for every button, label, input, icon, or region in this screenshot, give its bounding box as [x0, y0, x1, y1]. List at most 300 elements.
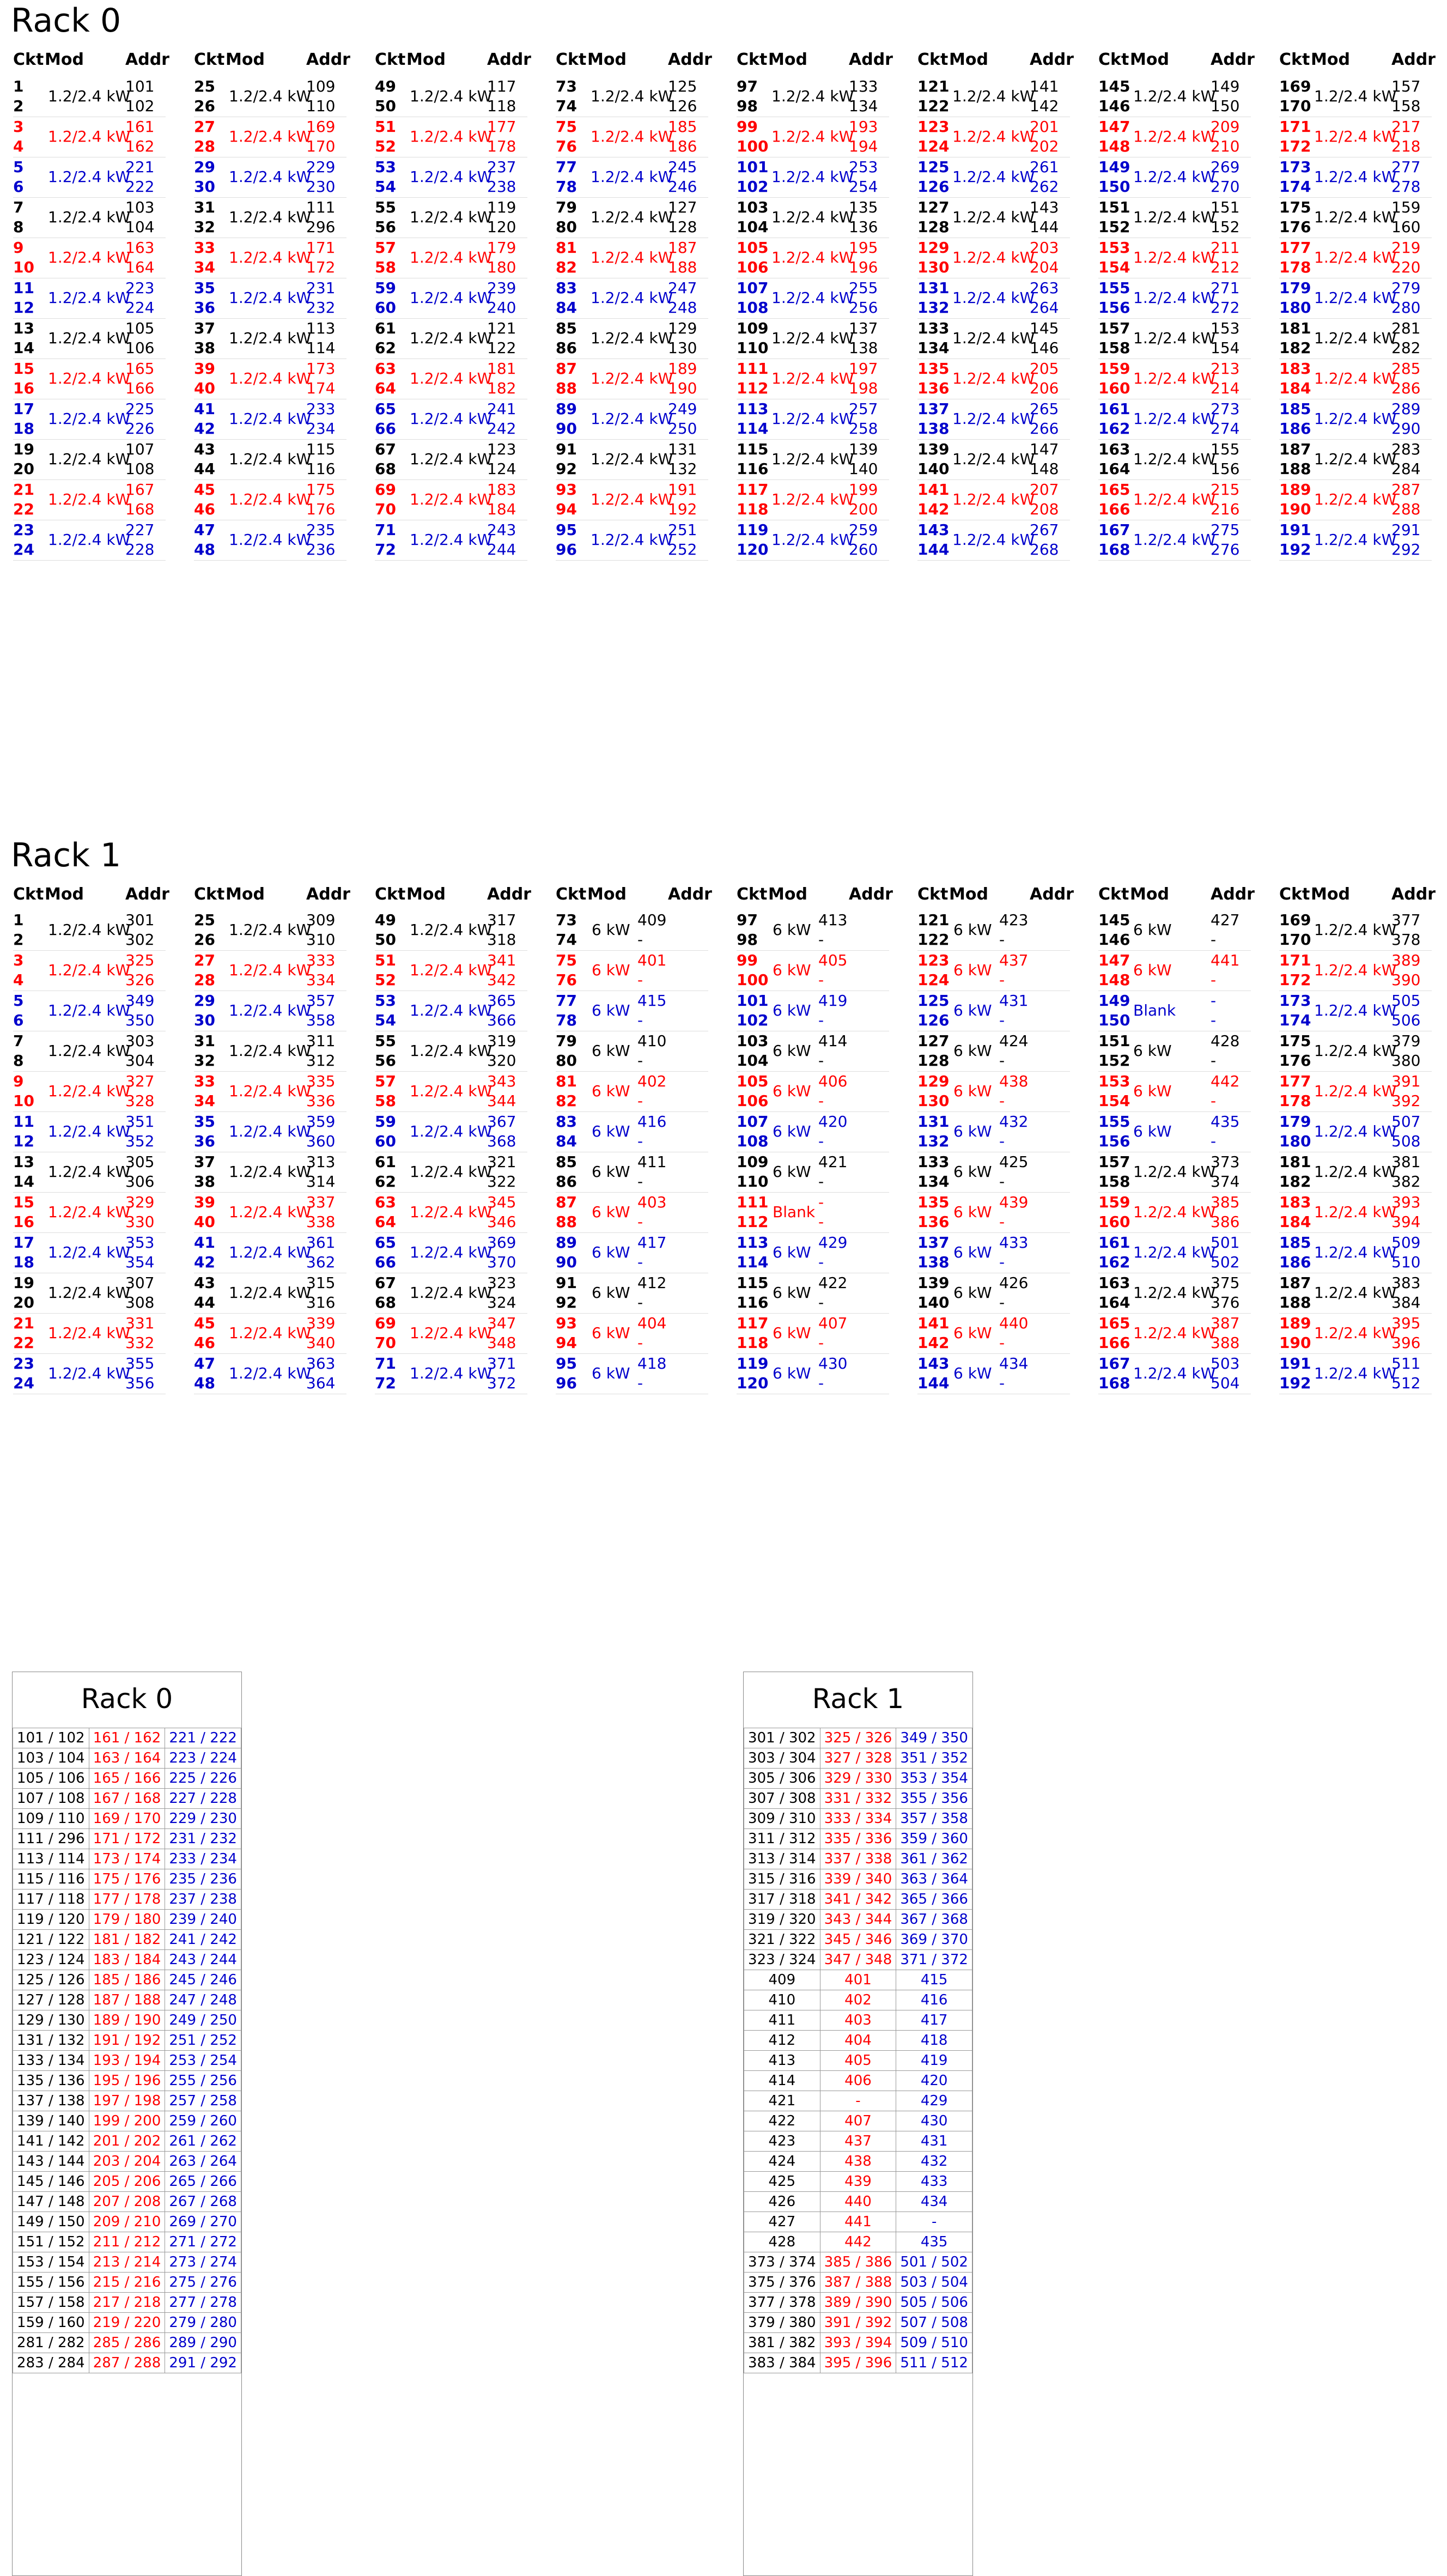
module-rating: 1.2/2.4 kW [229, 1001, 312, 1019]
circuit-number: 90 [556, 1253, 577, 1271]
circuit-number: 74 [556, 931, 577, 949]
address: - [637, 1052, 643, 1070]
address: 125 [668, 77, 697, 95]
address: - [999, 1132, 1005, 1150]
address: 383 [1391, 1274, 1421, 1292]
circuit-number: 32 [194, 1052, 215, 1070]
circuit-pair-row [194, 117, 346, 157]
address: 347 [487, 1314, 516, 1332]
circuit-number: 144 [917, 1374, 950, 1392]
address: 320 [487, 1052, 516, 1070]
address: 372 [487, 1374, 516, 1392]
circuit-number: 95 [556, 1354, 577, 1372]
address: 380 [1391, 1052, 1421, 1070]
circuit-pair-row [556, 991, 708, 1031]
address: 386 [1211, 1213, 1240, 1231]
circuit-number: 23 [13, 1354, 34, 1372]
circuit-number: 21 [13, 1314, 34, 1332]
address: - [999, 1374, 1005, 1392]
module-rating: 1.2/2.4 kW [952, 490, 1035, 508]
summary-cell: 223 / 224 [165, 1748, 241, 1769]
circuit-pair-row [737, 950, 889, 991]
module-rating: 1.2/2.4 kW [591, 248, 673, 266]
circuit-number: 116 [737, 460, 769, 478]
summary-row [744, 1869, 972, 1890]
circuit-pair-row [556, 1232, 708, 1273]
circuit-pair-row [917, 1152, 1070, 1193]
summary-row [13, 2212, 241, 2232]
summary-cell: 123 / 124 [13, 1950, 89, 1970]
address: 115 [306, 440, 336, 458]
summary-row [744, 1910, 972, 1930]
address: - [999, 1052, 1005, 1070]
summary-cell: 391 / 392 [820, 2313, 896, 2333]
circuit-number: 94 [556, 1334, 577, 1352]
circuit-number: 33 [194, 1072, 215, 1090]
circuit-number: 184 [1279, 379, 1311, 397]
circuit-number: 179 [1279, 279, 1311, 297]
circuit-number: 80 [556, 1052, 577, 1070]
address: 159 [1391, 198, 1421, 216]
circuit-pair-row [556, 1353, 708, 1394]
address: 222 [125, 178, 155, 196]
summary-cell: 411 [744, 2010, 820, 2031]
address: 507 [1391, 1113, 1421, 1131]
circuit-number: 70 [375, 1334, 396, 1352]
address: 510 [1391, 1253, 1421, 1271]
circuit-number: 127 [917, 198, 950, 216]
address: 328 [125, 1092, 155, 1110]
module-rating: 1.2/2.4 kW [1314, 87, 1397, 105]
circuit-pair-row [1098, 318, 1251, 359]
circuit-pair-row [917, 278, 1070, 319]
circuit-number: 93 [556, 1314, 577, 1332]
summary-row [744, 2313, 972, 2333]
address: 268 [1030, 540, 1059, 558]
summary-cell: 275 / 276 [165, 2273, 241, 2293]
circuit-number: 76 [556, 137, 577, 155]
address: 441 [1211, 951, 1240, 969]
summary-cell: 337 / 338 [820, 1849, 896, 1869]
summary-cell: 311 / 312 [744, 1829, 820, 1849]
module-rating: 6 kW [773, 1243, 811, 1261]
summary-cell: 331 / 332 [820, 1789, 896, 1809]
address: 428 [1211, 1032, 1240, 1050]
address: 278 [1391, 178, 1421, 196]
module-rating: 1.2/2.4 kW [771, 289, 854, 307]
summary-cell: 315 / 316 [744, 1869, 820, 1890]
circuit-number: 51 [375, 951, 396, 969]
circuit-number: 58 [375, 258, 396, 276]
circuit-number: 131 [917, 279, 950, 297]
address: 340 [306, 1334, 336, 1352]
module-rating: 1.2/2.4 kW [1133, 329, 1216, 347]
summary-cell: 355 / 356 [896, 1789, 972, 1809]
address: - [637, 1293, 643, 1311]
address: 310 [306, 931, 336, 949]
summary-row [13, 2252, 241, 2273]
address: 171 [306, 239, 336, 257]
circuit-number: 159 [1098, 1193, 1130, 1211]
module-rating: 1.2/2.4 kW [952, 289, 1035, 307]
summary-cell: 131 / 132 [13, 2031, 89, 2051]
module-rating: 1.2/2.4 kW [229, 369, 312, 387]
circuit-number: 160 [1098, 1213, 1130, 1231]
circuit-number: 4 [13, 137, 24, 155]
summary-cell: 379 / 380 [744, 2313, 820, 2333]
address: 160 [1391, 218, 1421, 236]
address: 385 [1211, 1193, 1240, 1211]
summary-cell: 193 / 194 [89, 2051, 165, 2071]
circuit-pair-row [1098, 991, 1251, 1031]
summary-row [744, 1789, 972, 1809]
address: 323 [487, 1274, 516, 1292]
address: 229 [306, 158, 336, 176]
panel-header [194, 885, 350, 904]
circuit-number: 141 [917, 481, 950, 499]
summary-cell: 503 / 504 [896, 2273, 972, 2293]
address: - [999, 1253, 1005, 1271]
module-rating: 1.2/2.4 kW [1314, 961, 1397, 979]
circuit-number: 34 [194, 1092, 215, 1110]
address: 336 [306, 1092, 336, 1110]
summary-row [744, 2091, 972, 2111]
address: 419 [818, 992, 848, 1010]
circuit-pair-row [917, 318, 1070, 359]
module-rating: 6 kW [592, 1243, 630, 1261]
address: 389 [1391, 951, 1421, 969]
module-rating: 1.2/2.4 kW [771, 127, 854, 145]
circuit-pair-row [375, 117, 527, 157]
circuit-pair-row [13, 1313, 166, 1354]
summary-cell: 291 / 292 [165, 2353, 241, 2373]
circuit-number: 5 [13, 992, 24, 1010]
module-rating: 1.2/2.4 kW [48, 531, 131, 549]
address: 281 [1391, 319, 1421, 337]
address: - [637, 1334, 643, 1352]
circuit-number: 46 [194, 1334, 215, 1352]
circuit-number: 191 [1279, 1354, 1311, 1372]
summary-cell: 373 / 374 [744, 2252, 820, 2273]
circuit-number: 189 [1279, 1314, 1311, 1332]
circuit-number: 37 [194, 319, 215, 337]
address: 250 [668, 420, 697, 438]
address: 425 [999, 1153, 1029, 1171]
circuit-pair-row [375, 278, 527, 319]
circuit-number: 91 [556, 440, 577, 458]
circuit-pair-row [1279, 1152, 1432, 1193]
circuit-number: 62 [375, 339, 396, 357]
summary-cell: 303 / 304 [744, 1748, 820, 1769]
circuit-pair-row [737, 479, 889, 520]
module-rating: 1.2/2.4 kW [229, 531, 312, 549]
circuit-number: 100 [737, 137, 769, 155]
address: 304 [125, 1052, 155, 1070]
address: 421 [818, 1153, 848, 1171]
module-rating: 1.2/2.4 kW [952, 208, 1035, 226]
summary-cell: 434 [896, 2192, 972, 2212]
module-rating: 1.2/2.4 kW [1314, 329, 1397, 347]
header-ckt: Ckt [13, 885, 44, 904]
module-rating: 1.2/2.4 kW [591, 531, 673, 549]
circuit-pair-row [737, 1031, 889, 1072]
address: 265 [1030, 400, 1059, 418]
circuit-number: 146 [1098, 97, 1130, 115]
address: 177 [487, 118, 516, 136]
circuit-pair-row [194, 910, 346, 951]
summary-cell: 321 / 322 [744, 1930, 820, 1950]
circuit-number: 128 [917, 1052, 950, 1070]
summary-row [13, 1930, 241, 1950]
address: 189 [668, 360, 697, 378]
circuit-number: 36 [194, 299, 215, 317]
summary-row [13, 2192, 241, 2212]
address: 110 [306, 97, 336, 115]
circuit-number: 144 [917, 540, 950, 558]
module-rating: 1.2/2.4 kW [229, 410, 312, 428]
address: 415 [637, 992, 667, 1010]
module-rating: 1.2/2.4 kW [410, 1122, 493, 1140]
address: 315 [306, 1274, 336, 1292]
summary-cell: 107 / 108 [13, 1789, 89, 1809]
module-rating: 1.2/2.4 kW [410, 208, 493, 226]
summary-cell: 113 / 114 [13, 1849, 89, 1869]
address: 246 [668, 178, 697, 196]
summary-cell: 197 / 198 [89, 2091, 165, 2111]
circuit-number: 43 [194, 440, 215, 458]
circuit-pair-row [13, 197, 166, 238]
address: 102 [125, 97, 155, 115]
circuit-pair-row [556, 950, 708, 991]
address: 292 [1391, 540, 1421, 558]
address: 194 [849, 137, 878, 155]
circuit-pair-row [556, 359, 708, 399]
rack-title: Rack 0 [11, 2, 121, 40]
address: 178 [487, 137, 516, 155]
summary-cell: 438 [820, 2152, 896, 2172]
circuit-number: 151 [1098, 1032, 1130, 1050]
circuit-number: 121 [917, 77, 950, 95]
address: 259 [849, 521, 878, 539]
circuit-number: 94 [556, 500, 577, 518]
circuit-number: 1 [13, 911, 24, 929]
address: 405 [818, 951, 848, 969]
circuit-pair-row [1279, 1273, 1432, 1314]
circuit-pair-row [194, 1273, 346, 1314]
panel-header [737, 50, 893, 70]
summary-cell: 263 / 264 [165, 2152, 241, 2172]
circuit-number: 46 [194, 500, 215, 518]
circuit-pair-row [556, 1313, 708, 1354]
summary-cell: 185 / 186 [89, 1970, 165, 1990]
circuit-number: 62 [375, 1172, 396, 1190]
summary-cell: 225 / 226 [165, 1769, 241, 1789]
module-rating: 1.2/2.4 kW [1314, 1122, 1397, 1140]
address: 109 [306, 77, 336, 95]
circuit-number: 63 [375, 1193, 396, 1211]
circuit-number: 28 [194, 971, 215, 989]
address: 270 [1211, 178, 1240, 196]
summary-cell: 413 [744, 2051, 820, 2071]
circuit-pair-row [13, 359, 166, 399]
circuit-pair-row [737, 399, 889, 440]
module-rating: 1.2/2.4 kW [410, 168, 493, 186]
address: 318 [487, 931, 516, 949]
summary-cell: 435 [896, 2232, 972, 2252]
summary-cell: 325 / 326 [820, 1728, 896, 1748]
address: 409 [637, 911, 667, 929]
summary-cell: 159 / 160 [13, 2313, 89, 2333]
address: 172 [306, 258, 336, 276]
circuit-number: 40 [194, 379, 215, 397]
circuit-pair-row [1279, 238, 1432, 278]
summary-cell: 283 / 284 [13, 2353, 89, 2373]
address: 184 [487, 500, 516, 518]
circuit-pair-row [375, 359, 527, 399]
circuit-number: 106 [737, 258, 769, 276]
circuit-number: 108 [737, 1132, 769, 1150]
summary-cell: 199 / 200 [89, 2111, 165, 2131]
address: 215 [1211, 481, 1240, 499]
circuit-number: 8 [13, 218, 24, 236]
module-rating: 6 kW [773, 921, 811, 939]
circuit-number: 189 [1279, 481, 1311, 499]
circuit-pair-row [13, 238, 166, 278]
address: 179 [487, 239, 516, 257]
circuit-number: 86 [556, 339, 577, 357]
circuit-number: 84 [556, 1132, 577, 1150]
circuit-pair-row [737, 238, 889, 278]
address: - [818, 1052, 824, 1070]
address: 432 [999, 1113, 1029, 1131]
panel-header [375, 50, 531, 70]
circuit-number: 54 [375, 1011, 396, 1029]
circuit-number: 161 [1098, 400, 1130, 418]
circuit-number: 32 [194, 218, 215, 236]
header-ckt: Ckt [1098, 885, 1129, 904]
circuit-pair-row [917, 479, 1070, 520]
circuit-number: 103 [737, 1032, 769, 1050]
circuit-number: 166 [1098, 500, 1130, 518]
header-addr: Addr [125, 885, 169, 904]
summary-cell: 253 / 254 [165, 2051, 241, 2071]
address: 351 [125, 1113, 155, 1131]
summary-cell: 153 / 154 [13, 2252, 89, 2273]
circuit-pair-row [13, 910, 166, 951]
header-addr: Addr [1211, 885, 1255, 904]
summary-cell: 415 [896, 1970, 972, 1990]
address: 305 [125, 1153, 155, 1171]
circuit-pair-row [1279, 1353, 1432, 1394]
summary-cell: 417 [896, 2010, 972, 2031]
circuit-number: 125 [917, 158, 950, 176]
module-rating: 1.2/2.4 kW [591, 208, 673, 226]
summary-cell: 213 / 214 [89, 2252, 165, 2273]
address: 417 [637, 1234, 667, 1251]
address: 217 [1391, 118, 1421, 136]
address: 501 [1211, 1234, 1240, 1251]
circuit-number: 78 [556, 1011, 577, 1029]
summary-cell: 289 / 290 [165, 2333, 241, 2353]
circuit-number: 138 [917, 1253, 950, 1271]
summary-row [744, 1849, 972, 1869]
module-rating: 1.2/2.4 kW [48, 127, 131, 145]
summary-row [13, 1950, 241, 1970]
circuit-pair-row [737, 157, 889, 198]
summary-cell: 371 / 372 [896, 1950, 972, 1970]
module-rating: 1.2/2.4 kW [410, 1163, 493, 1181]
address: 247 [668, 279, 697, 297]
summary-cell: 305 / 306 [744, 1769, 820, 1789]
address: 220 [1391, 258, 1421, 276]
module-rating: 1.2/2.4 kW [410, 87, 493, 105]
address: 291 [1391, 521, 1421, 539]
circuit-number: 116 [737, 1293, 769, 1311]
address: 382 [1391, 1172, 1421, 1190]
circuit-number: 125 [917, 992, 950, 1010]
module-rating: 1.2/2.4 kW [48, 1163, 131, 1181]
circuit-number: 43 [194, 1274, 215, 1292]
circuit-number: 107 [737, 1113, 769, 1131]
circuit-number: 99 [737, 951, 758, 969]
circuit-pair-row [1098, 117, 1251, 157]
module-rating: 1.2/2.4 kW [1314, 369, 1397, 387]
circuit-number: 66 [375, 420, 396, 438]
circuit-number: 159 [1098, 360, 1130, 378]
address: 329 [125, 1193, 155, 1211]
address: 379 [1391, 1032, 1421, 1050]
address: 431 [999, 992, 1029, 1010]
circuit-number: 122 [917, 931, 950, 949]
summary-cell: 217 / 218 [89, 2293, 165, 2313]
circuit-pair-row [737, 197, 889, 238]
circuit-pair-row [917, 157, 1070, 198]
module-rating: 1.2/2.4 kW [410, 1203, 493, 1221]
summary-cell: 429 [896, 2091, 972, 2111]
circuit-panel [13, 885, 169, 1394]
circuit-number: 153 [1098, 1072, 1130, 1090]
address: 364 [306, 1374, 336, 1392]
module-rating: 1.2/2.4 kW [771, 168, 854, 186]
circuit-number: 174 [1279, 178, 1311, 196]
circuit-number: 75 [556, 118, 577, 136]
summary-cell: 111 / 296 [13, 1829, 89, 1849]
header-mod: Mod [949, 885, 988, 904]
module-rating: 1.2/2.4 kW [771, 248, 854, 266]
address: 413 [818, 911, 848, 929]
module-rating: 6 kW [953, 1243, 992, 1261]
panel-header [1098, 50, 1255, 70]
circuit-number: 140 [917, 1293, 950, 1311]
header-mod: Mod [406, 885, 446, 904]
circuit-pair-row [917, 1111, 1070, 1152]
circuit-number: 25 [194, 77, 215, 95]
circuit-pair-row [375, 1313, 527, 1354]
circuit-number: 93 [556, 481, 577, 499]
circuit-number: 38 [194, 339, 215, 357]
address: 233 [306, 400, 336, 418]
circuit-pair-row [556, 278, 708, 319]
circuit-pair-row [1279, 1192, 1432, 1233]
circuit-number: 106 [737, 1092, 769, 1110]
address: 201 [1030, 118, 1059, 136]
module-rating: 1.2/2.4 kW [48, 248, 131, 266]
address: 166 [125, 379, 155, 397]
address: 209 [1211, 118, 1240, 136]
circuit-number: 34 [194, 258, 215, 276]
module-rating: 6 kW [773, 1163, 811, 1181]
circuit-number: 158 [1098, 339, 1130, 357]
